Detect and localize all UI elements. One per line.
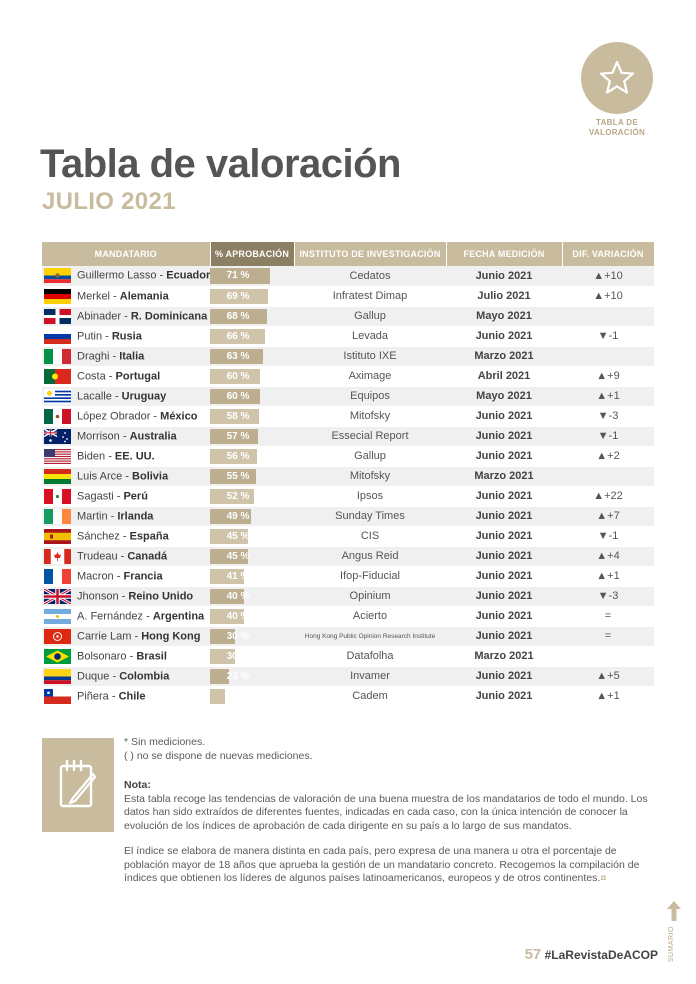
- cell-mandatario: [42, 426, 210, 446]
- approval-value: 30 %: [226, 630, 250, 642]
- table-row: [42, 566, 654, 586]
- cell-variacion: ▲+22: [562, 486, 654, 506]
- header-mandatario: MANDATARIO: [42, 242, 210, 266]
- cell-mandatario: [42, 286, 210, 306]
- table-row: [42, 266, 654, 286]
- approval-value: 63 %: [226, 350, 250, 362]
- country-name: Brasil: [136, 650, 167, 662]
- table-row: [42, 386, 654, 406]
- leader-name: Carrie Lam -: [77, 630, 142, 642]
- end-mark: ¤: [600, 872, 607, 884]
- cell-variacion: ▼-1: [562, 526, 654, 546]
- cell-mandatario: [42, 566, 210, 586]
- cell-fecha: Junio 2021: [446, 666, 562, 686]
- note-sin-mediciones: * Sin mediciones.: [124, 736, 206, 748]
- approval-value: 45 %: [226, 530, 250, 542]
- country-name: Colombia: [119, 670, 170, 682]
- approval-value: 56 %: [226, 450, 250, 462]
- cell-aprobacion: [210, 326, 294, 346]
- cell-mandatario: [42, 506, 210, 526]
- flag-germany-icon: [44, 289, 71, 304]
- cell-mandatario: [42, 306, 210, 326]
- cell-aprobacion: [210, 526, 294, 546]
- flag-usa-icon: [44, 449, 71, 464]
- cell-mandatario: [42, 386, 210, 406]
- flag-colombia-icon: [44, 669, 71, 684]
- page-title: Tabla de valoración: [40, 142, 401, 186]
- leader-name: Merkel -: [77, 290, 120, 302]
- table-row: [42, 606, 654, 626]
- cell-fecha: Abril 2021: [446, 366, 562, 386]
- flag-canada-icon: [44, 549, 71, 564]
- cell-aprobacion: [210, 686, 294, 706]
- cell-instituto: Equipos: [294, 386, 446, 406]
- cell-mandatario: [42, 686, 210, 706]
- cell-aprobacion: [210, 566, 294, 586]
- header-aprobacion: % APROBACIÓN: [210, 242, 294, 266]
- page-subtitle: JULIO 2021: [42, 188, 176, 215]
- cell-instituto: Opinium: [294, 586, 446, 606]
- flag-hongkong-icon: [44, 629, 71, 644]
- cell-instituto: Datafolha: [294, 646, 446, 666]
- cell-fecha: Junio 2021: [446, 686, 562, 706]
- flag-chile-icon: [44, 689, 71, 704]
- table-row: [42, 686, 654, 706]
- table-row: [42, 426, 654, 446]
- country-name: Italia: [119, 350, 145, 362]
- badge-label: TABLA DE VALORACIÓN: [588, 118, 646, 137]
- cell-aprobacion: [210, 546, 294, 566]
- notes-section: [124, 736, 656, 886]
- valuation-table: [42, 242, 655, 707]
- approval-value: 66 %: [226, 330, 250, 342]
- country-name: Bolivia: [132, 470, 169, 482]
- country-name: México: [160, 410, 198, 422]
- cell-variacion: ▲+9: [562, 366, 654, 386]
- flag-peru-icon: [44, 489, 71, 504]
- approval-value: 40 %: [226, 610, 250, 622]
- leader-name: Bolsonaro -: [77, 650, 137, 662]
- cell-fecha: Junio 2021: [446, 626, 562, 646]
- cell-fecha: Junio 2021: [446, 486, 562, 506]
- leader-name: Costa -: [77, 370, 116, 382]
- country-name: Rusia: [111, 330, 142, 342]
- cell-instituto: Cedatos: [294, 266, 446, 286]
- cell-variacion: [562, 466, 654, 486]
- nota-paragraph-1: Esta tabla recoge las tendencias de valoración de una buena muestra de los mandatarios de todo el mundo. Los datos han sido extraídos de diferentes fuentes, indicadas en cada caso, con la única intención de conocer la evolución de los índices de aprobación de cada dirigente en su país a lo largo de sus mandatos.: [124, 792, 648, 832]
- country-name: Perú: [123, 490, 148, 502]
- flag-argentina-icon: [44, 609, 71, 624]
- approval-value: 41 %: [226, 570, 250, 582]
- cell-aprobacion: [210, 266, 294, 286]
- cell-fecha: Marzo 2021: [446, 466, 562, 486]
- cell-mandatario: [42, 586, 210, 606]
- country-name: Chile: [118, 690, 146, 702]
- leader-name: Draghi -: [77, 350, 120, 362]
- cell-variacion: ▲+7: [562, 506, 654, 526]
- cell-variacion: ▲+1: [562, 566, 654, 586]
- approval-value: 69 %: [226, 290, 250, 302]
- cell-instituto: Hong Kong Public Opinion Research Institute: [294, 626, 446, 646]
- cell-fecha: Mayo 2021: [446, 386, 562, 406]
- flag-bolivia-icon: [44, 469, 71, 484]
- cell-aprobacion: [210, 366, 294, 386]
- table-row: [42, 446, 654, 466]
- cell-fecha: Marzo 2021: [446, 646, 562, 666]
- leader-name: Martin -: [77, 510, 118, 522]
- cell-fecha: Junio 2021: [446, 406, 562, 426]
- cell-mandatario: [42, 526, 210, 546]
- approval-value: 55 %: [226, 470, 250, 482]
- leader-name: Piñera -: [77, 690, 119, 702]
- cell-mandatario: [42, 606, 210, 626]
- approval-value: 40 %: [226, 590, 250, 602]
- country-name: Alemania: [119, 290, 169, 302]
- leader-name: Putin -: [77, 330, 112, 342]
- cell-aprobacion: [210, 406, 294, 426]
- table-row: [42, 286, 654, 306]
- cell-fecha: Junio 2021: [446, 566, 562, 586]
- cell-mandatario: [42, 266, 210, 286]
- cell-mandatario: [42, 446, 210, 466]
- cell-instituto: Gallup: [294, 446, 446, 466]
- footer: [450, 946, 658, 963]
- approval-value: 71 %: [226, 270, 250, 282]
- cell-fecha: Junio 2021: [446, 326, 562, 346]
- cell-variacion: [562, 306, 654, 326]
- cell-variacion: ▲+1: [562, 686, 654, 706]
- table-row: [42, 466, 654, 486]
- country-name: Canadá: [127, 550, 168, 562]
- table-row: [42, 406, 654, 426]
- cell-variacion: ▼-3: [562, 586, 654, 606]
- approval-value: 30 %: [226, 650, 250, 662]
- cell-instituto: Angus Reid: [294, 546, 446, 566]
- flag-dominican-icon: [44, 309, 71, 324]
- flag-italy-icon: [44, 349, 71, 364]
- cell-instituto: Mitofsky: [294, 466, 446, 486]
- leader-name: Morrison -: [77, 430, 130, 442]
- cell-aprobacion: [210, 666, 294, 686]
- flag-ireland-icon: [44, 509, 71, 524]
- leader-name: Guillermo Lasso -: [77, 269, 167, 282]
- cell-instituto: Essecial Report: [294, 426, 446, 446]
- cell-variacion: [562, 346, 654, 366]
- cell-aprobacion: [210, 606, 294, 626]
- table-row: [42, 366, 654, 386]
- leader-name: Luis Arce -: [77, 470, 133, 482]
- arrow-up-icon: [666, 900, 682, 922]
- leader-name: Lacalle -: [77, 390, 122, 402]
- cell-mandatario: [42, 626, 210, 646]
- approval-value: 58 %: [226, 410, 250, 422]
- cell-instituto: Istituto IXE: [294, 346, 446, 366]
- approval-value: 23 %: [226, 670, 250, 682]
- cell-instituto: Aximage: [294, 366, 446, 386]
- notes-icon-box: [42, 738, 114, 832]
- cell-fecha: Junio 2021: [446, 586, 562, 606]
- country-name: Ecuador: [166, 269, 210, 282]
- table-row: [42, 486, 654, 506]
- approval-value: 60 %: [226, 370, 250, 382]
- cell-fecha: Junio 2021: [446, 426, 562, 446]
- note-no-dispone: ( ) no se dispone de nuevas mediciones.: [124, 749, 313, 762]
- sumario-label: SUMARIO: [668, 926, 675, 963]
- cell-instituto: CIS: [294, 526, 446, 546]
- approval-value: 68 %: [226, 310, 250, 322]
- star-icon: [597, 58, 637, 98]
- notepad-pencil-icon: [57, 758, 99, 812]
- country-name: Uruguay: [121, 390, 167, 402]
- flag-portugal-icon: [44, 369, 71, 384]
- hashtag: #LaRevistaDeACOP: [544, 948, 658, 962]
- cell-variacion: ▼-1: [562, 426, 654, 446]
- cell-mandatario: [42, 326, 210, 346]
- cell-mandatario: [42, 366, 210, 386]
- approval-value: 49 %: [226, 510, 250, 522]
- approval-value: 18 %: [226, 690, 250, 702]
- header-fecha: FECHA MEDICIÓN: [446, 242, 562, 266]
- leader-name: Trudeau -: [77, 550, 128, 562]
- leader-name: Macron -: [77, 570, 124, 582]
- country-name: Portugal: [115, 370, 161, 382]
- cell-variacion: [562, 646, 654, 666]
- badge-circle: [581, 42, 653, 114]
- leader-name: Sagasti -: [77, 490, 124, 502]
- cell-fecha: Junio 2021: [446, 546, 562, 566]
- table-row: [42, 666, 654, 686]
- country-name: EE. UU.: [114, 450, 155, 462]
- cell-mandatario: [42, 486, 210, 506]
- cell-variacion: ▲+4: [562, 546, 654, 566]
- cell-aprobacion: [210, 626, 294, 646]
- flag-uruguay-icon: [44, 389, 71, 404]
- approval-value: 52 %: [226, 490, 250, 502]
- approval-value: 45 %: [226, 550, 250, 562]
- table-row: [42, 346, 654, 366]
- leader-name: A. Fernández -: [77, 610, 153, 622]
- cell-instituto: Sunday Times: [294, 506, 446, 526]
- cell-aprobacion: [210, 646, 294, 666]
- cell-mandatario: [42, 546, 210, 566]
- cell-instituto: Infratest Dimap: [294, 286, 446, 306]
- table-row: [42, 526, 654, 546]
- table-row: [42, 546, 654, 566]
- cell-instituto: Gallup: [294, 306, 446, 326]
- table-header-row: [42, 242, 654, 266]
- cell-aprobacion: [210, 586, 294, 606]
- leader-name: Biden -: [77, 450, 115, 462]
- nota-title: Nota:: [124, 779, 151, 791]
- cell-variacion: =: [562, 606, 654, 626]
- cell-aprobacion: [210, 346, 294, 366]
- flag-france-icon: [44, 569, 71, 584]
- flag-ecuador-icon: [44, 268, 71, 283]
- country-name: España: [129, 530, 169, 542]
- cell-fecha: Junio 2021: [446, 446, 562, 466]
- cell-fecha: Junio 2021: [446, 526, 562, 546]
- approval-value: 57 %: [226, 430, 250, 442]
- leader-name: Jhonson -: [77, 590, 129, 602]
- leader-name: Sánchez -: [77, 530, 130, 542]
- flag-spain-icon: [44, 529, 71, 544]
- flag-russia-icon: [44, 329, 71, 344]
- table-row: [42, 626, 654, 646]
- cell-instituto: Ifop-Fiducial: [294, 566, 446, 586]
- cell-mandatario: [42, 466, 210, 486]
- flag-mexico-icon: [44, 409, 71, 424]
- table-row: [42, 586, 654, 606]
- flag-uk-icon: [44, 589, 71, 604]
- cell-aprobacion: [210, 286, 294, 306]
- country-name: Argentina: [152, 610, 205, 622]
- approval-value: 60 %: [226, 390, 250, 402]
- cell-aprobacion: [210, 506, 294, 526]
- leader-name: Duque -: [77, 670, 120, 682]
- table-row: [42, 506, 654, 526]
- cell-instituto: Levada: [294, 326, 446, 346]
- leader-name: López Obrador -: [77, 410, 161, 422]
- page-number: 57: [524, 946, 542, 963]
- leader-name: Abinader -: [77, 310, 131, 322]
- cell-instituto: Invamer: [294, 666, 446, 686]
- cell-instituto: Mitofsky: [294, 406, 446, 426]
- table-row: [42, 646, 654, 666]
- cell-aprobacion: [210, 446, 294, 466]
- table-row: [42, 326, 654, 346]
- cell-variacion: ▲+5: [562, 666, 654, 686]
- cell-aprobacion: [210, 386, 294, 406]
- cell-variacion: ▼-3: [562, 406, 654, 426]
- cell-fecha: Junio 2021: [446, 266, 562, 286]
- header-variacion: DIF. VARIACIÓN: [562, 242, 654, 266]
- cell-fecha: Marzo 2021: [446, 346, 562, 366]
- cell-mandatario: [42, 406, 210, 426]
- cell-instituto: Cadem: [294, 686, 446, 706]
- cell-variacion: =: [562, 626, 654, 646]
- country-name: Irlanda: [117, 510, 154, 522]
- cell-variacion: ▲+2: [562, 446, 654, 466]
- cell-aprobacion: [210, 466, 294, 486]
- country-name: Australia: [129, 430, 177, 442]
- cell-fecha: Mayo 2021: [446, 306, 562, 326]
- cell-fecha: Junio 2021: [446, 506, 562, 526]
- cell-mandatario: [42, 666, 210, 686]
- country-name: Hong Kong: [141, 630, 201, 642]
- country-name: R. Dominicana: [130, 310, 208, 322]
- country-name: Reino Unido: [128, 590, 194, 602]
- cell-fecha: Junio 2021: [446, 606, 562, 626]
- cell-mandatario: [42, 346, 210, 366]
- country-name: Francia: [123, 570, 163, 582]
- flag-brazil-icon: [44, 649, 71, 664]
- cell-variacion: ▲+10: [562, 286, 654, 306]
- flag-australia-icon: [44, 429, 71, 444]
- cell-aprobacion: [210, 426, 294, 446]
- cell-fecha: Julio 2021: [446, 286, 562, 306]
- cell-variacion: ▲+10: [562, 266, 654, 286]
- cell-variacion: ▼-1: [562, 326, 654, 346]
- cell-mandatario: [42, 646, 210, 666]
- cell-instituto: Ipsos: [294, 486, 446, 506]
- table-row: [42, 306, 654, 326]
- header-instituto: INSTITUTO DE INVESTIGACIÓN: [294, 242, 446, 266]
- cell-aprobacion: [210, 486, 294, 506]
- cell-aprobacion: [210, 306, 294, 326]
- nota-paragraph-2: El índice se elabora de manera distinta en cada país, pero expresa de una manera u otra el porcentaje de población mayor de 18 años que aprueba la gestión de un mandatario concreto. Recogemos la compilación de índices que obtienen los líderes de algunos países latinoamericanos, europeos y de otros continentes.¤: [124, 845, 640, 884]
- cell-instituto: Acierto: [294, 606, 446, 626]
- cell-variacion: ▲+1: [562, 386, 654, 406]
